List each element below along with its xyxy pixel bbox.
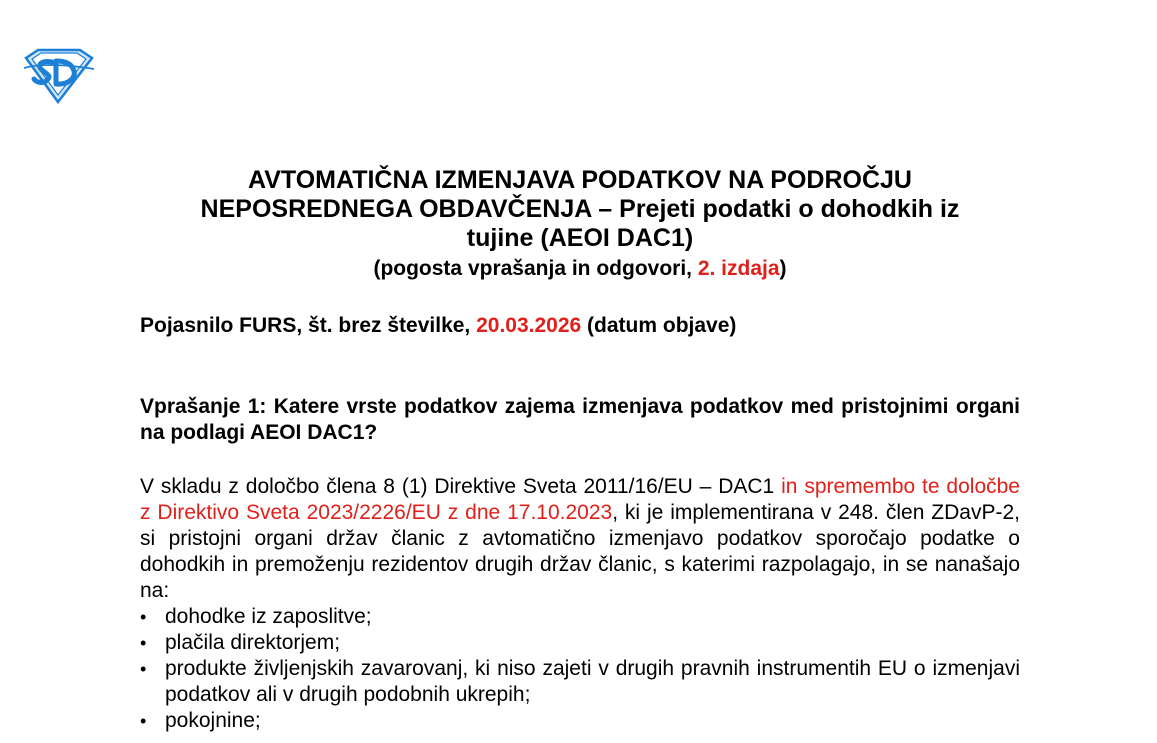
answer-paragraph [140, 474, 1020, 604]
list-item: • dohodke iz zaposlitve; [140, 605, 372, 628]
title-line-1: AVTOMATIČNA IZMENJAVA PODATKOV NA PODROČJU [248, 166, 912, 194]
clarification-suffix: (datum objave) [581, 314, 737, 337]
list-item: • produkte življenjskih zavarovanj, ki niso zajeti v drugih pravnih instrumentih EU o izmenjavi podatkov ali v drugih podobnih ukrepih; [140, 657, 1020, 706]
answer-part-1: V skladu z določbo člena 8 (1) Direktive Sveta 2011/16/EU – DAC1 [140, 475, 782, 498]
bullet-icon: • [140, 659, 147, 679]
title-subtitle [140, 255, 1020, 282]
subtitle-prefix: (pogosta vprašanja in odgovori, [373, 257, 698, 280]
clarification-prefix: Pojasnilo FURS, št. brez številke, [140, 314, 477, 337]
answer-1 [140, 474, 1020, 734]
bullet-icon: • [140, 711, 147, 731]
clarification-line [140, 313, 1020, 339]
answer-part-2: , ki je implementirana v 248. člen ZDavP-2, si pristojni organi držav članic z avtomatično izmenjavo podatkov sporočajo podatke o dohodkih in premoženju rezidentov drugih držav članic, s katerimi razpolagajo, in se nanašajo na: [140, 501, 1020, 602]
list-item: • pokojnine; [140, 709, 261, 732]
bullet-icon: • [140, 607, 147, 627]
answer-bullet-list [140, 604, 1020, 734]
document-title [140, 166, 1020, 282]
edition-number: 2. izdaja [697, 257, 780, 280]
title-line-2: NEPOSREDNEGA OBDAVČENJA – Prejeti podatki o dohodkih iz [200, 195, 960, 223]
publication-date: 20.03.2026 [476, 314, 582, 337]
question-1: Vprašanje 1: Katere vrste podatkov zajema izmenjava podatkov med pristojnimi organi na podlagi AEOI DAC1? [140, 395, 1020, 444]
bullet-icon: • [140, 633, 147, 653]
answer-amendment: in spremembo te določbe z Direktivo Sveta 2023/2226/EU z dne 17.10.2023 [140, 475, 1020, 524]
title-line-3: tujine (AEOI DAC1) [466, 224, 694, 252]
subtitle-suffix: ) [779, 257, 787, 280]
list-item: • plačila direktorjem; [140, 631, 341, 654]
sd-shield-logo-icon [22, 48, 96, 104]
